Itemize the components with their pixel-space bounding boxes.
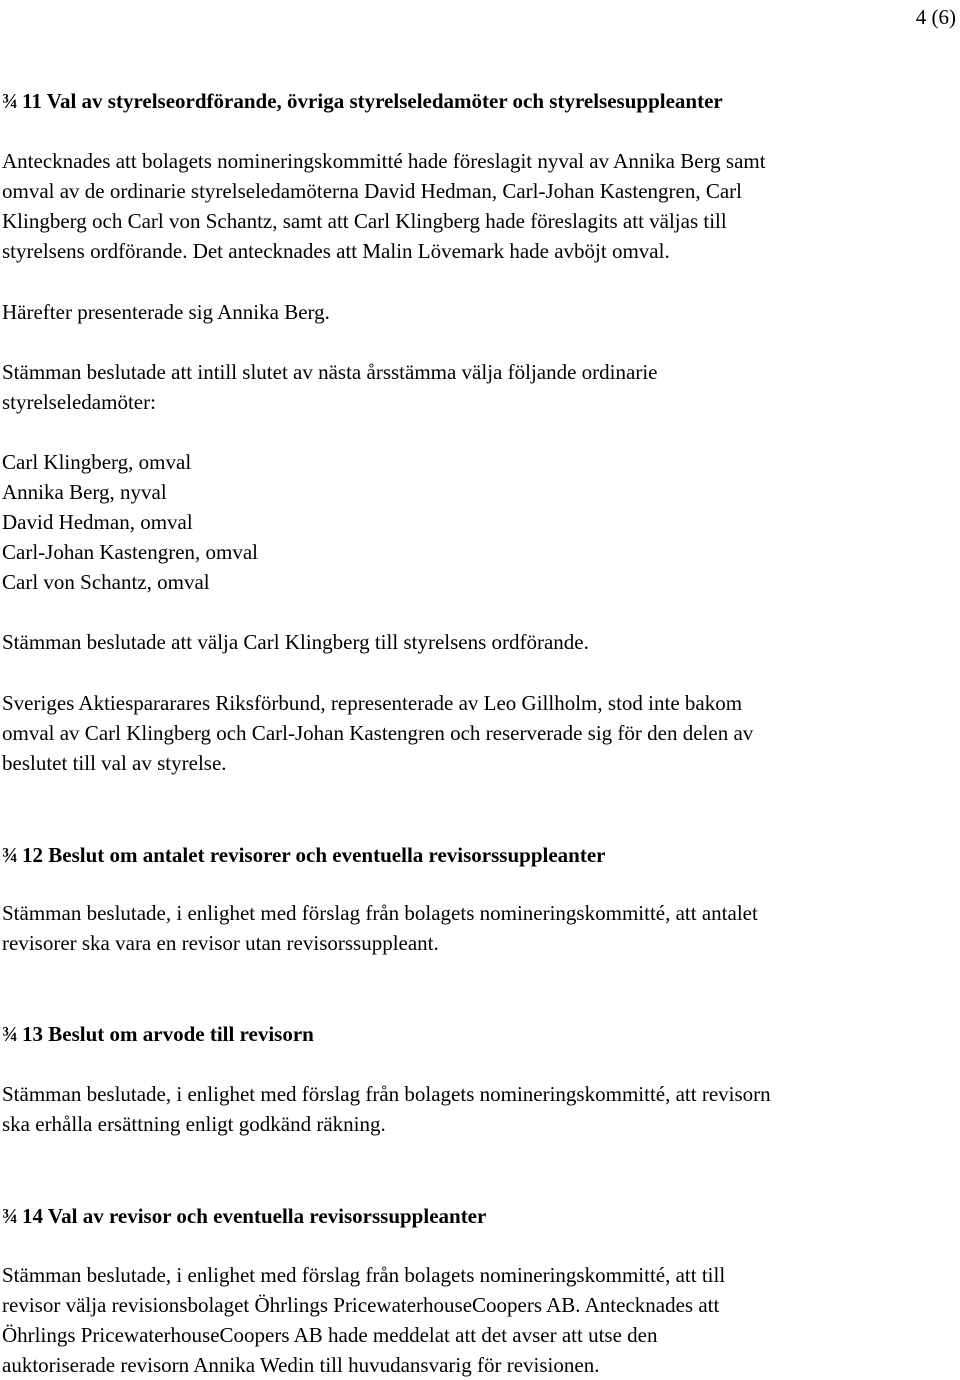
section-11-paragraph-3 [2,357,958,417]
text-line: Stämman beslutade, i enlighet med förslag från bolagets nomineringskommitté, att revisorn [2,1082,771,1106]
text-line: omval av Carl Klingberg och Carl-Johan Kastengren och reserverade sig för den delen av [2,721,754,745]
section-11-paragraph-1 [2,146,958,266]
section-12-paragraph-1 [2,898,958,958]
text-line: Sveriges Aktiespararares Riksförbund, representerade av Leo Gillholm, stod inte bakom [2,691,743,715]
list-item: Carl von Schantz, omval [2,570,210,594]
text-line: omval av de ordinarie styrelseledamöterna David Hedman, Carl-Johan Kastengren, Carl [2,179,742,203]
text-line: Öhrlings PricewaterhouseCoopers AB hade meddelat att det avser att utse den [2,1323,658,1347]
text-line: Antecknades att bolagets nomineringskommitté hade föreslagit nyval av Annika Berg samt [2,149,766,173]
section-14-heading [2,1201,486,1231]
text-line: Härefter presenterade sig Annika Berg. [2,300,330,324]
text-line: Stämman beslutade att intill slutet av nästa årsstämma välja följande ordinarie [2,360,658,384]
section-11-title: 11 Val av styrelseordförande, övriga styrelseledamöter och styrelsesuppleanter [22,89,723,113]
text-line: auktoriserade revisorn Annika Wedin till huvudansvarig för revisionen. [2,1353,600,1377]
section-12-heading [2,840,605,870]
section-11-paragraph-4 [2,627,958,657]
text-line: styrelseledamöter: [2,390,156,414]
section-13-paragraph-1 [2,1079,958,1139]
section-14-title: 14 Val av revisor och eventuella revisorssuppleanter [22,1204,487,1228]
text-line: revisorer ska vara en revisor utan revisorssuppleant. [2,931,439,955]
board-members-list [2,447,958,597]
section-13-heading [2,1019,314,1049]
section-14-paragraph-1 [2,1260,958,1380]
section-12-title: 12 Beslut om antalet revisorer och eventuella revisorssuppleanter [22,843,606,867]
list-item: Annika Berg, nyval [2,480,167,504]
text-line: Stämman beslutade, i enlighet med förslag från bolagets nomineringskommitté, att antalet [2,901,758,925]
text-line: Stämman beslutade, i enlighet med förslag från bolagets nomineringskommitté, att till [2,1263,726,1287]
text-line: Klingberg och Carl von Schantz, samt att Carl Klingberg hade föreslagits att väljas till [2,209,727,233]
text-line: styrelsens ordförande. Det antecknades att Malin Lövemark hade avböjt omval. [2,239,670,263]
text-line: revisor välja revisionsbolaget Öhrlings PricewaterhouseCoopers AB. Antecknades att [2,1293,720,1317]
section-13-title: 13 Beslut om arvode till revisorn [22,1022,314,1046]
section-11-heading [2,86,723,116]
bullet-marker: ¾ [2,1022,18,1046]
section-11-paragraph-5 [2,688,958,778]
text-line: beslutet till val av styrelse. [2,751,227,775]
text-line: ska erhålla ersättning enligt godkänd räkning. [2,1112,386,1136]
list-item: Carl Klingberg, omval [2,450,192,474]
section-11-paragraph-2 [2,297,958,327]
list-item: Carl-Johan Kastengren, omval [2,540,259,564]
list-item: David Hedman, omval [2,510,193,534]
bullet-marker: ¾ [2,843,18,867]
text-line: Stämman beslutade att välja Carl Klingberg till styrelsens ordförande. [2,630,589,654]
bullet-marker: ¾ [2,1204,18,1228]
bullet-marker: ¾ [2,89,18,113]
page-number: 4 (6) [915,5,956,29]
